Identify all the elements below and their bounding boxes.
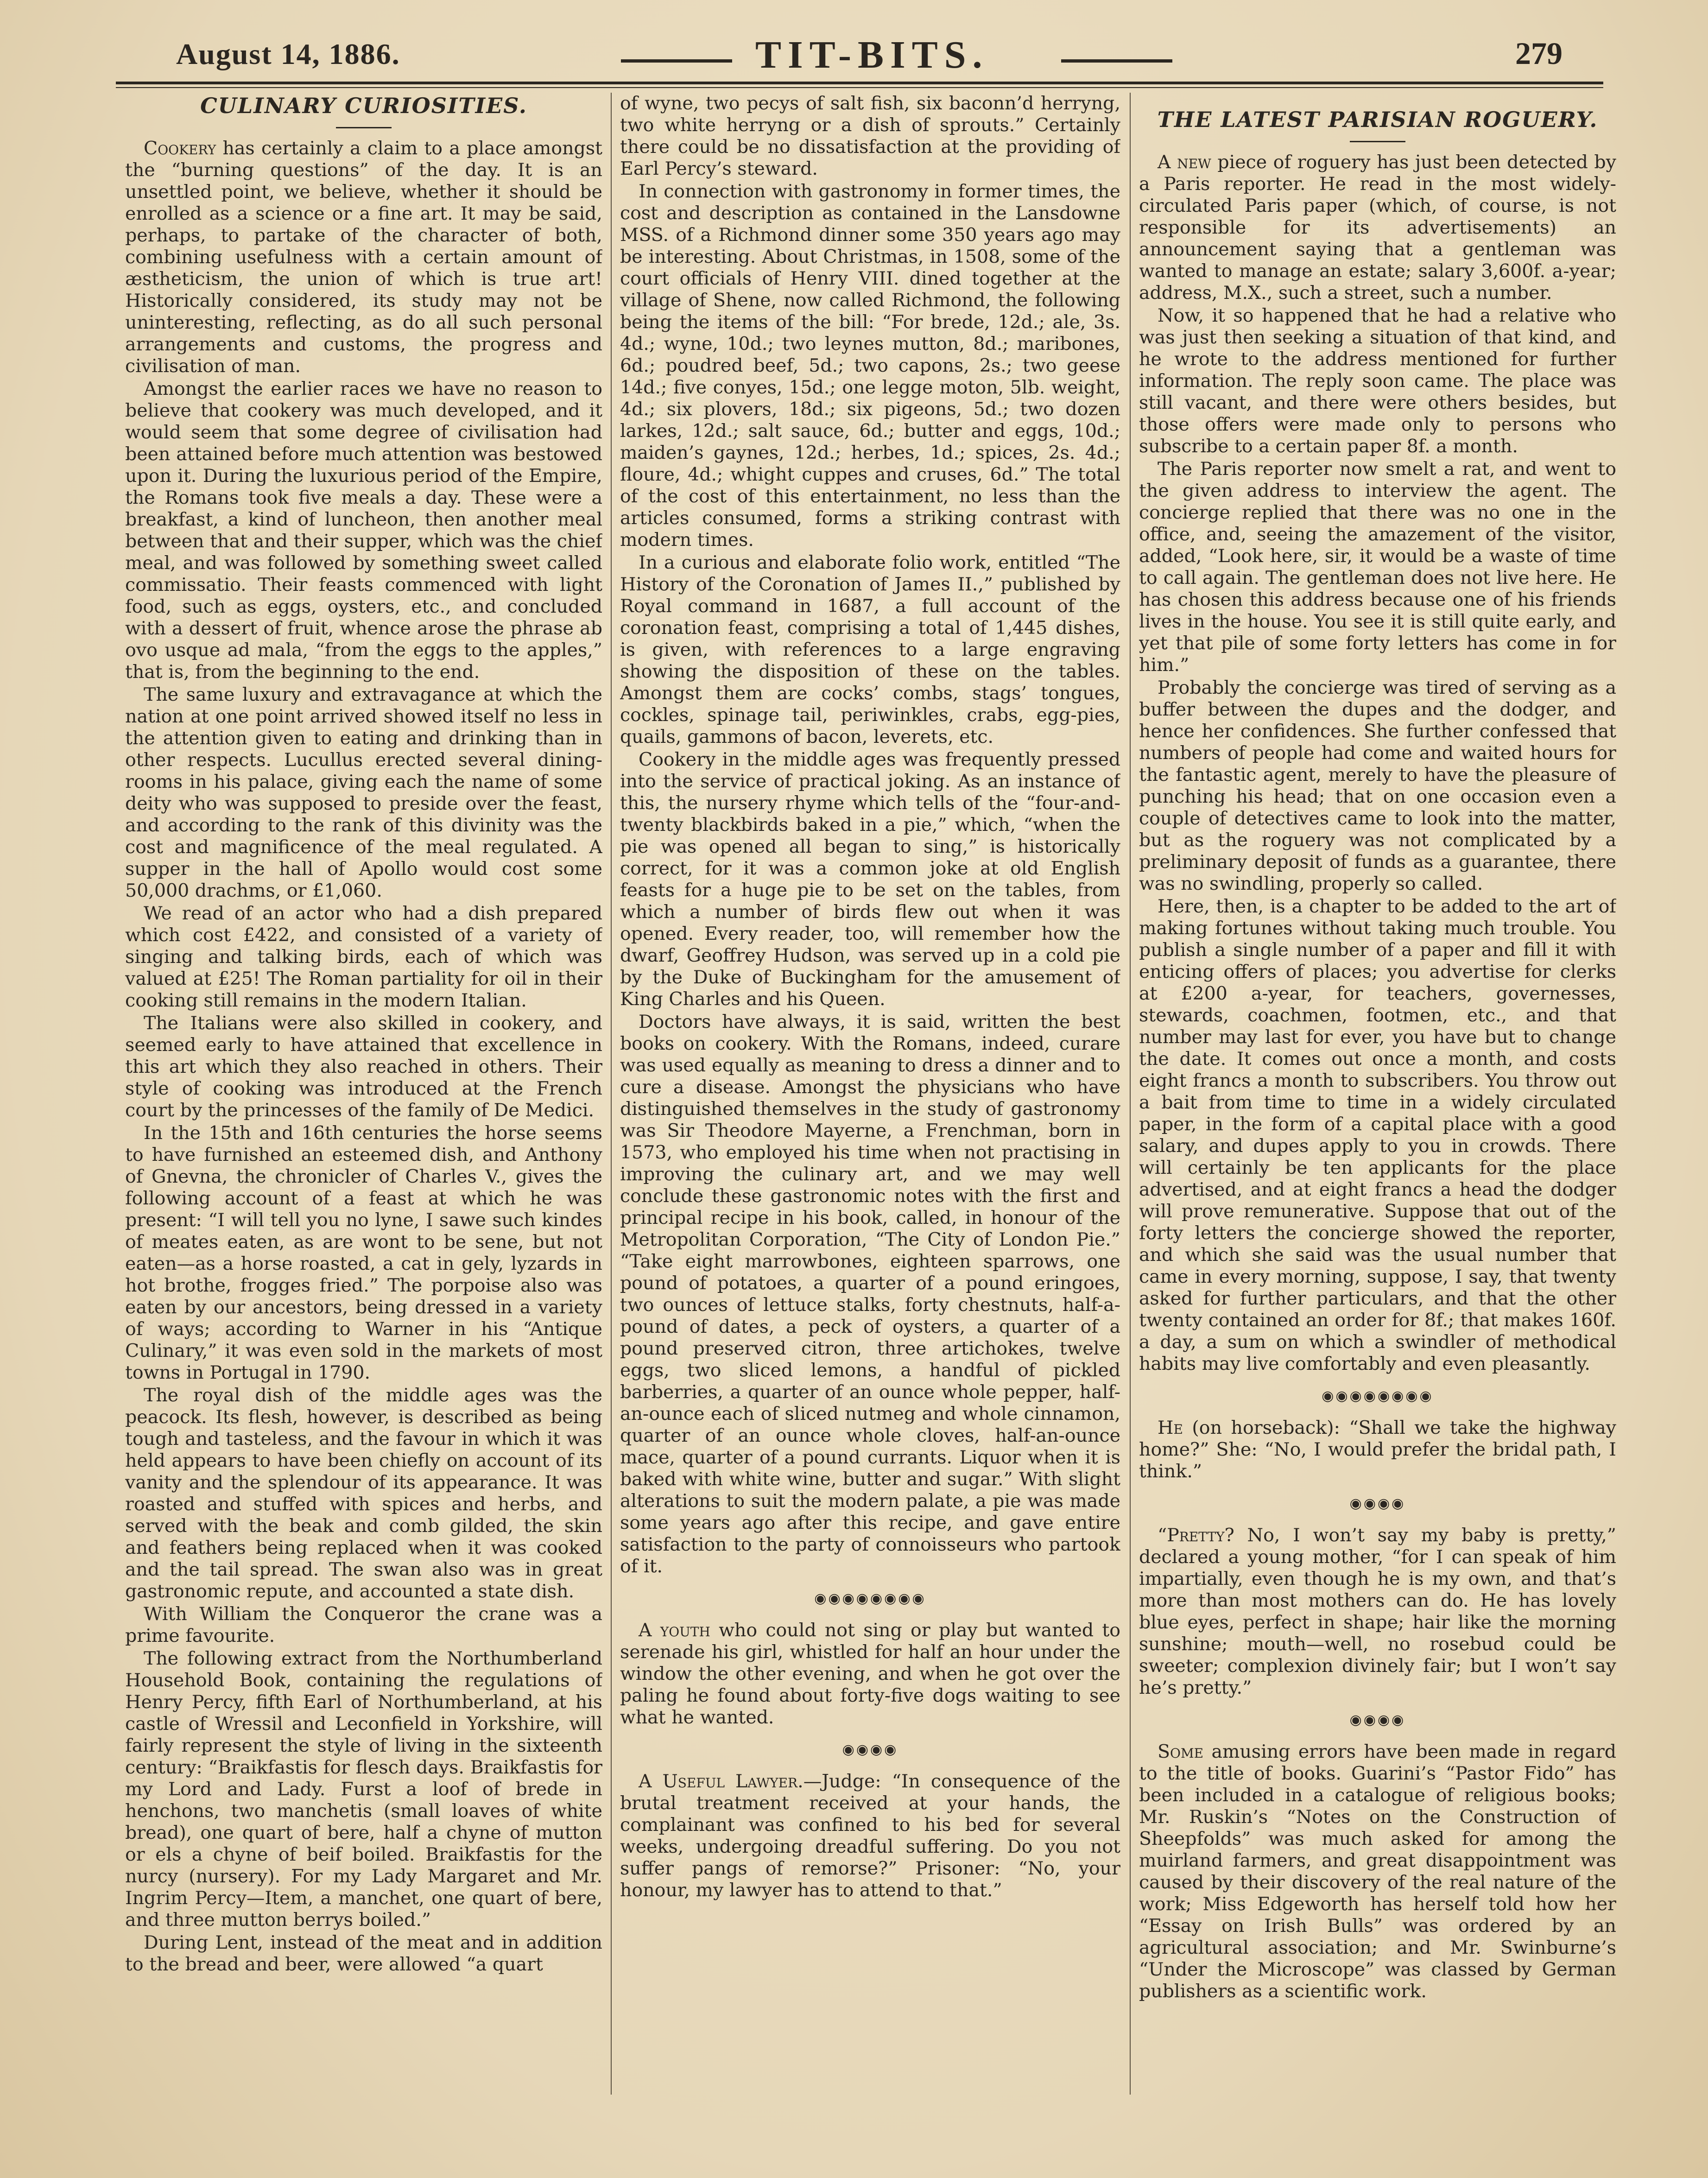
paragraph: The following extract from the Northumberland Household Book, containing the regulations of Henry Percy, fifth Earl of Northumberland, at his castle of Wressil and Leconfield in Yorkshire, will fairly represent the style of living in the sixteenth century: “Braikfastis for flesch days. Braikfastis for my Lord and Lady. Furst a loof of brede in henchons, two manchetis (small loaves of white bread), one quart of bere, half a chyne of mutton or els a chyne of beif boiled. Braikfastis for the nurcy (nursery). For my Lady Margaret and Mr. Ingrim Percy—Item, a manchet, one quart of bere, and three mutton berrys boiled.” bbox=[125, 1648, 602, 1931]
section-ornament: ◉◉◉◉ bbox=[1349, 1712, 1406, 1728]
column-divider-2 bbox=[1130, 93, 1131, 2095]
article-headline-culinary: CULINARY CURIOSITIES. bbox=[200, 93, 527, 118]
paragraph: During Lent, instead of the meat and in addition to the bread and beer, were allowed “a quart bbox=[125, 1932, 602, 1975]
header-rule bbox=[116, 82, 1603, 84]
anecdote-book-titles bbox=[1139, 1741, 1616, 2002]
paragraph: In connection with gastronomy in former times, the cost and description as contained in the Lansdowne MSS. of a Richmond dinner some 350 years ago may be interesting. About Christmas, in 1508, some of the court officials of Henry VIII. dined together at the village of Shene, now called Richmond, the following being the items of the bill: “For brede, 12d.; ale, 3s. 4d.; wyne, 10d.; two leynes mutton, 8d.; maribones, 6d.; poudred beef, 5d.; two capons, 2s.; two geese 14d.; five conyes, 15d.; one legge moton, 5lb. weight, 4d.; six plovers, 18d.; six pigeons, 5d.; two dozen larkes, 12d.; salt sauce, 6d.; butter and eggs, 10d.; maiden’s gaynes, 12d.; herbes, 1d.; spices, 2s. 4d.; floure, 4d.; whight cuppes and cruses, 6d.” The total of the cost of this entertainment, no less than the articles consumed, forms a striking contrast with modern times. bbox=[620, 181, 1120, 551]
headline-rule bbox=[1350, 141, 1405, 142]
anecdote-youth bbox=[620, 1620, 1120, 1728]
paragraph: With William the Conqueror the crane was a prime favourite. bbox=[125, 1603, 602, 1646]
paragraph: The Paris reporter now smelt a rat, and went to the given address to interview the agent. The concierge replied that there was no one in the office, and, seeing the amazement of the visitor, added, “Look here, sir, it would be a waste of time to call again. The gentleman does not live here. He has chosen this address because one of his friends lives in the house. You see it is still quite early, and yet that pile of some forty letters has come in for him.” bbox=[1139, 458, 1616, 676]
lead-word: A new bbox=[1158, 152, 1211, 173]
section-ornament: ◉◉◉◉ bbox=[842, 1741, 898, 1758]
paragraph: Amongst the earlier races we have no reason to believe that cookery was much developed, and it would seem that some degree of civilisation had been attained before much attention was bestowed upon it. During the luxurious period of the Empire, the Romans took five meals a day. These were a breakfast, a kind of luncheon, then another meal between that and their supper, which was the chief meal, and was followed by something sweet called commissatio. Their feasts commenced with light food, such as eggs, oysters, etc., and concluded with a dessert of fruit, whence arose the phrase ab ovo usque ad mala, “from the eggs to the apples,” that is, from the beginning to the end. bbox=[125, 378, 602, 683]
paragraph: The same luxury and extravagance at which the nation at one point arrived showed itself no less in the attention given to eating and drinking than in other respects. Lucullus erected several dining-rooms in his palace, giving each the name of some deity who was supposed to preside over the feast, and according to the rank of this divinity was the cost and magnificence of the meal regulated. A supper in the hall of Apollo would cost some 50,000 drachms, or £1,060. bbox=[125, 684, 602, 901]
paragraph-text: who could not sing or play but wanted to serenade his girl, whistled for half an hour under the window the other evening, and when he got over the paling he found about forty-five dogs waiting to see what he wanted. bbox=[620, 1620, 1120, 1728]
anecdote-pretty bbox=[1139, 1525, 1616, 1699]
paragraph-text: piece of roguery has just been detected by a Paris reporter. He read in the most widely-circulated Paris paper (which, of course, is not responsible for its advertisements) an announcement saying that a gentleman was wanted to manage an estate; salary 3,600f. a-year; address, M.X., such a street, such a number. bbox=[1139, 152, 1616, 304]
lead-word: A Useful Lawyer. bbox=[639, 1771, 803, 1792]
paragraph: Now, it so happened that he had a relative who was just then seeking a situation of that kind, and he wrote to the address mentioned for further information. The reply soon came. The place was still vacant, and there were others besides, but those offers were made only to persons who subscribe to a certain paper 8f. a month. bbox=[1139, 305, 1616, 457]
paragraph: Here, then, is a chapter to be added to the art of making fortunes without taking much trouble. You publish a single number of a paper and fill it with enticing offers of places; you advertise for clerks at £200 a-year, for teachers, governesses, stewards, coachmen, footmen, etc., and that number may last for ever, you have but to change the date. It comes out once a month, and costs eight francs a month to subscribers. You throw out a bait from time to time in a widely circulated paper, in the form of a capital place with a good salary, and dupes apply to you in crowds. There will certainly be ten applicants for the place advertised, and at eight francs a head the dodger will prove remunerative. Suppose that out of the forty letters the concierge showed the reporter, and which she said was the usual number that came in every morning, suppose, I say, that twenty asked for further particulars, and that the other twenty contained an order for 8f.; that makes 160f. a day, a sum on which a swindler of methodical habits may live comfortably and even pleasantly. bbox=[1139, 896, 1616, 1374]
header-rule-thin bbox=[116, 87, 1603, 88]
paragraph: Doctors have always, it is said, written the best books on cookery. With the Romans, indeed, curare was used equally as meaning to dress a dinner and to cure a disease. Amongst the physicians who have distinguished themselves in the study of gastronomy was Sir Theodore Mayerne, a Frenchman, born in 1573, who employed his time when not practising in improving the culinary art, and we may well conclude these gastronomic notes with the first and principal recipe in his book, called, in honour of the Metropolitan Corporation, “The City of London Pie.” “Take eight marrowbones, eighteen sparrows, one pound of potatoes, a quarter of a pound eringoes, two ounces of lettuce stalks, forty chestnuts, half-a-pound of dates, a peck of oysters, a quarter of a pound preserved citron, three artichokes, twelve eggs, two sliced lemons, a handful of pickled barberries, a quarter of an ounce whole pepper, half-an-ounce each of sliced nutmeg and whole cinnamon, quarter of an ounce whole cloves, half-an-ounce mace, quarter of a pound currants. Liquor when it is baked with white wine, butter and sugar.” With slight alterations to suit the modern palate, a pie was made some years ago after this recipe, and gave entire satisfaction to the party of connoisseurs who partook of it. bbox=[620, 1011, 1120, 1577]
spacer bbox=[1139, 93, 1616, 107]
paragraph: The Italians were also skilled in cookery, and seemed early to have attained that excellence in this art which they also reached in others. Their style of cooking was introduced at the French court by the princesses of the family of De Medici. bbox=[125, 1013, 602, 1121]
column-2 bbox=[620, 93, 1120, 2099]
header-dash-right bbox=[1061, 59, 1172, 63]
paragraph: Probably the concierge was tired of serving as a buffer between the dupes and the dodger, and hence her confidences. She further confessed that numbers of people had come and waited hours for the fantastic agent, merely to have the pleasure of punching his head; that on one occasion even a couple of detectives came to look into the matter, but as the roguery was not complicated by a preliminary deposit of funds as a guarantee, there was no swindling, properly so called. bbox=[1139, 677, 1616, 894]
paragraph: We read of an actor who had a dish prepared which cost £422, and consisted of a variety of singing and talking birds, each of which was valued at £25! The Roman partiality for oil in their cooking still remains in the modern Italian. bbox=[125, 903, 602, 1011]
paragraph-text: amusing errors have been made in regard to the title of books. Guarini’s “Pastor Fido” has been included in a catalogue of religious books; Mr. Ruskin’s “Notes on the Construction of Sheepfolds” was much asked for among the muirland farmers, and great disappointment was caused by their discovery of the real nature of the work; Miss Edgeworth has herself told how her “Essay on Irish Bulls” was ordered by an agricultural association; and Mr. Swinburne’s “Under the Microscope” was classed by German publishers as a scientific work. bbox=[1139, 1741, 1616, 2002]
lead-word: Cookery bbox=[144, 138, 216, 159]
lead-word: A youth bbox=[639, 1620, 710, 1641]
paragraph: The royal dish of the middle ages was the peacock. Its flesh, however, is described as being tough and tasteless, and the favour in which it was held appears to have been chiefly on account of its vanity and the splendour of its appearance. It was roasted and stuffed with spices and herbs, and served with the beak and comb gilded, the skin and feathers being replaced when it was cooked and the tail spread. The swan also was in great gastronomic repute, and accounted a state dish. bbox=[125, 1385, 602, 1602]
column-1 bbox=[125, 93, 602, 2099]
paragraph: Cookery in the middle ages was frequently pressed into the service of practical joking. As an instance of this, the nursery rhyme which tells of the “four-and-twenty blackbirds baked in a pie,” which, “when the pie was opened all began to sing,” is historically correct, for it was a common joke at old English feasts for a huge pie to be set on the tables, from which a number of birds flew out when it was opened. Every reader, too, will remember how the dwarf, Geoffrey Hudson, was served up in a cold pie by the Duke of Buckingham for the amusement of King Charles and his Queen. bbox=[620, 749, 1120, 1010]
paragraph-text: has certainly a claim to a place amongst the “burning questions” of the day. It is an unsettled point, we believe, whether it should be enrolled as a science or a fine art. It may be said, perhaps, to partake of the character of both, combining usefulness with a certain amount of æstheticism, the union of which is true art! Historically considered, its study may not be uninteresting, reflecting, as do all such personal arrangements and customs, the progress and civilisation of man. bbox=[125, 138, 602, 377]
lead-word: “Pretty? bbox=[1158, 1525, 1234, 1546]
header-dash-left bbox=[621, 59, 732, 63]
masthead-title: TIT-BITS. bbox=[755, 33, 989, 76]
section-ornament: ◉◉◉◉◉◉◉◉ bbox=[814, 1590, 926, 1607]
issue-date: August 14, 1886. bbox=[176, 38, 400, 70]
anecdote-lawyer bbox=[620, 1771, 1120, 1901]
headline-rule bbox=[336, 127, 392, 128]
paragraph-text: No, I won’t say my baby is pretty,” declared a young mother, “for I can speak of him impartially, even though he is my own, and that’s more than most mothers can do. He has lovely blue eyes, perfect in shape; hair like the morning sunshine; mouth—well, no rosebud could be sweeter; complexion divinely fair; but I won’t say he’s pretty.” bbox=[1139, 1525, 1616, 1698]
section-ornament: ◉◉◉◉ bbox=[1349, 1495, 1406, 1512]
paragraph: of wyne, two pecys of salt fish, six baconn’d herryng, two white herryng or a dish of sprouts.” Certainly there could be no dissatisfaction at the providing of Earl Percy’s steward. bbox=[620, 93, 1120, 179]
column-3 bbox=[1139, 93, 1616, 2099]
paragraph bbox=[1139, 152, 1616, 304]
section-ornament: ◉◉◉◉◉◉◉◉ bbox=[1322, 1388, 1434, 1404]
paragraph-text: —Judge: “In consequence of the brutal treatment received at your hands, the complainant was confined to his bed for several weeks, undergoing dreadful suffering. Do you not suffer pangs of remorse?” Prisoner: “No, your honour, my lawyer has to attend to that.” bbox=[620, 1771, 1120, 1901]
article-headline-parisian: THE LATEST PARISIAN ROGUERY. bbox=[1157, 107, 1598, 132]
paragraph-text: (on horseback): “Shall we take the highway home?” She: “No, I would prefer the bridal path, I think.” bbox=[1139, 1417, 1616, 1482]
paragraph: In a curious and elaborate folio work, entitled “The History of the Coronation of James II.,” published by Royal command in 1687, a full account of the coronation feast, comprising a total of 1,445 dishes, is given, with references to a large engraving showing the disposition of these on the tables. Amongst them are cocks’ combs, stags’ tongues, cockles, spinage tail, periwinkles, crabs, egg-pies, quails, gammons of bacon, leverets, etc. bbox=[620, 552, 1120, 747]
lead-word: Some bbox=[1158, 1741, 1204, 1762]
paragraph: In the 15th and 16th centuries the horse seems to have furnished an esteemed dish, and Anthony of Gnevna, the chronicler of Charles V., gives the following account of a feast at which he was present: “I will tell you no lyne, I sawe such kindes of meates eaten, as are wont to be sene, but not eaten—as a horse roasted, a cat in gely, lyzards in hot brothe, frogges fried.” The porpoise also was eaten by our ancestors, being dressed in a variety of ways; according to Warner in his “Antique Culinary,” it was even sold in the markets of most towns in Portugal in 1790. bbox=[125, 1122, 602, 1383]
page-number: 279 bbox=[1515, 36, 1563, 71]
anecdote-horseback bbox=[1139, 1417, 1616, 1482]
column-divider-1 bbox=[611, 93, 612, 2095]
page-header bbox=[116, 32, 1603, 83]
paragraph bbox=[125, 138, 602, 377]
lead-word: He bbox=[1158, 1417, 1183, 1438]
